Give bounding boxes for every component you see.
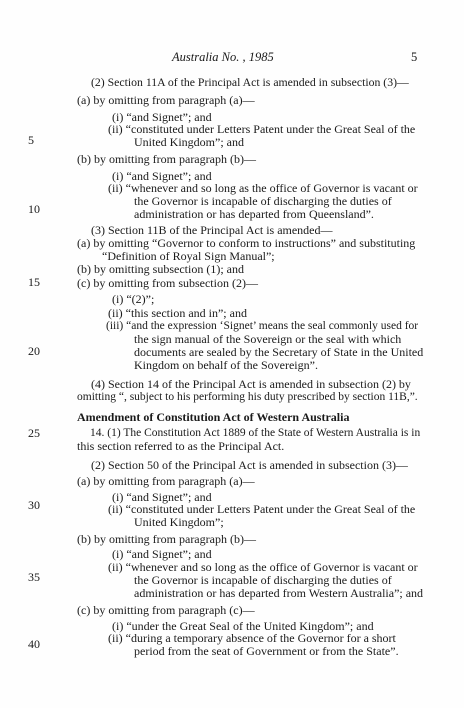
margin-line-number: 15 — [28, 275, 40, 289]
section-text: 14. (1) The Constitution Act 1889 of the State of Western Australia is in — [90, 427, 421, 439]
subparagraph-item: (ii) “this section and in”; and — [108, 306, 247, 320]
subsection-continuation: omitting “, subject to his performing his duty prescribed by section 11B,”. — [77, 391, 418, 403]
paragraph-item: (b) by omitting from paragraph (b)— — [77, 152, 256, 166]
subparagraph-continuation: the sign manual of the Sovereign or the seal with which — [134, 332, 402, 346]
paragraph-item: (a) by omitting from paragraph (a)— — [77, 93, 255, 107]
margin-line-number: 40 — [28, 637, 40, 651]
margin-line-number: 20 — [28, 344, 40, 358]
subparagraph-item: (i) “and Signet”; and — [112, 169, 212, 183]
subparagraph-item: (i) “and Signet”; and — [112, 490, 212, 504]
subparagraph-item: (i) “(2)”; — [112, 292, 155, 306]
subsection-heading: (2) Section 11A of the Principal Act is amended in subsection (3)— — [91, 76, 409, 89]
subparagraph-item: (ii) “constituted under Letters Patent under the Great Seal of the — [108, 502, 416, 516]
subparagraph-continuation: administration or has departed from Western Australia”; and — [134, 586, 424, 600]
paragraph-item: (a) by omitting from paragraph (a)— — [77, 474, 255, 488]
subsection-heading: (2) Section 50 of the Principal Act is amended in subsection (3)— — [91, 458, 408, 472]
margin-line-number: 10 — [28, 202, 40, 216]
subparagraph-continuation: the Governor is incapable of discharging the duties of — [134, 194, 392, 208]
margin-line-number: 5 — [28, 133, 34, 147]
margin-line-number: 30 — [28, 498, 40, 512]
subparagraph-continuation: the Governor is incapable of discharging the duties of — [134, 573, 392, 587]
subparagraph-continuation: documents are sealed by the Secretary of State in the United — [134, 345, 424, 359]
subparagraph-continuation: Kingdom on behalf of the Sovereign”. — [134, 358, 318, 372]
subsection-heading: (4) Section 14 of the Principal Act is amended in subsection (2) by — [91, 377, 411, 391]
subparagraph-continuation: United Kingdom”; — [134, 515, 224, 529]
subparagraph-item: (ii) “whenever and so long as the office of Governor is vacant or — [108, 181, 418, 195]
header-title: Australia No. , 1985 — [172, 50, 274, 64]
page-number: 5 — [411, 50, 418, 64]
paragraph-item: (b) by omitting subsection (1); and — [77, 262, 244, 276]
subparagraph-item: (ii) “constituted under Letters Patent under the Great Seal of the — [108, 122, 416, 136]
paragraph-continuation: “Definition of Royal Sign Manual”; — [102, 249, 275, 263]
subparagraph-continuation: administration or has departed from Queensland”. — [134, 207, 374, 221]
paragraph-item: (c) by omitting from paragraph (c)— — [77, 603, 255, 617]
subparagraph-item: (iii) “and the expression ‘Signet’ means the seal commonly used for — [106, 320, 419, 332]
subparagraph-item: (i) “under the Great Seal of the United Kingdom”; and — [112, 619, 374, 633]
subparagraph-item: (i) “and Signet”; and — [112, 547, 212, 561]
subparagraph-item: (ii) “whenever and so long as the office of Governor is vacant or — [108, 560, 418, 574]
section-heading: Amendment of Constitution Act of Western Australia — [77, 410, 350, 424]
subsection-heading: (3) Section 11B of the Principal Act is amended— — [91, 223, 333, 237]
margin-line-number: 35 — [28, 570, 40, 584]
margin-line-number: 25 — [28, 426, 40, 440]
paragraph-item: (c) by omitting from subsection (2)— — [77, 276, 258, 290]
paragraph-item: (b) by omitting from paragraph (b)— — [77, 532, 256, 546]
subparagraph-continuation: period from the seat of Government or from the State”. — [134, 644, 399, 658]
subparagraph-item: (i) “and Signet”; and — [112, 110, 212, 124]
section-text: this section referred to as the Principal Act. — [77, 439, 285, 453]
subparagraph-item: (ii) “during a temporary absence of the Governor for a short — [108, 631, 396, 645]
running-header — [0, 50, 464, 66]
paragraph-item: (a) by omitting “Governor to conform to instructions” and substituting — [77, 236, 416, 250]
subparagraph-continuation: United Kingdom”; and — [134, 135, 244, 149]
